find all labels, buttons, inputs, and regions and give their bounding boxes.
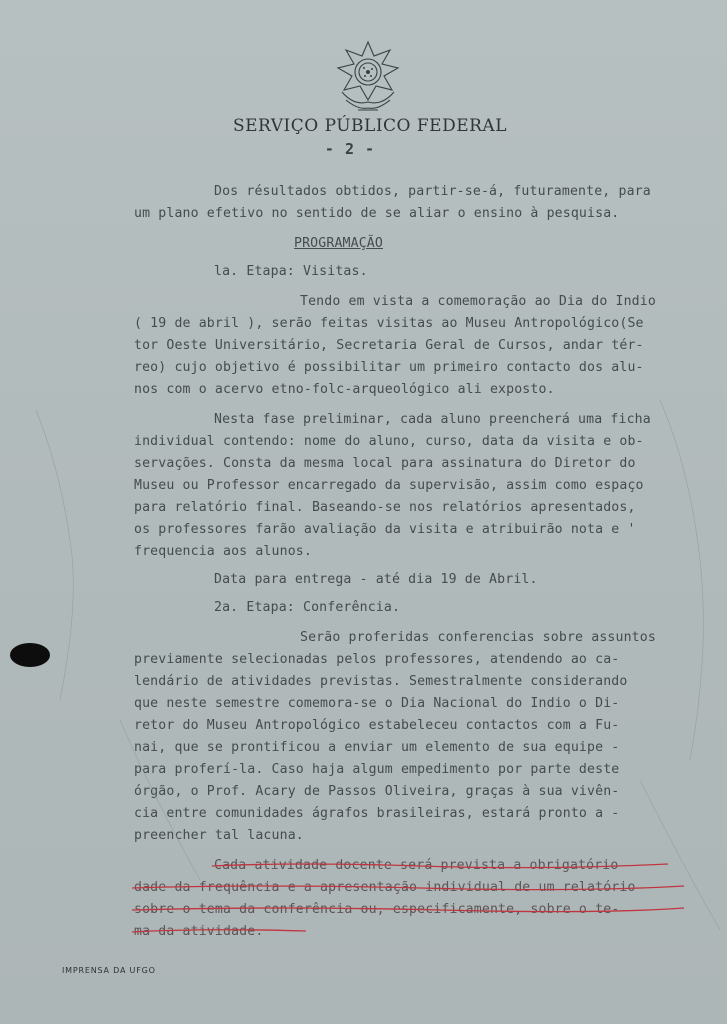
paragraph-line: Museu ou Professor encarregado da supervisão, assim como espaço xyxy=(134,478,644,493)
stage2-title: 2a. Etapa: Conferência. xyxy=(214,600,401,615)
intro-line: Dos résultados obtidos, partir-se-á, futuramente, para xyxy=(214,184,651,199)
brazil-coat-of-arms-icon xyxy=(334,40,402,118)
paragraph-line: tor Oeste Universitário, Secretaria Geral de Cursos, andar tér- xyxy=(134,338,644,353)
page-number: - 2 - xyxy=(324,140,376,158)
paragraph-line: lendário de atividades previstas. Semestralmente considerando xyxy=(134,674,628,689)
paragraph-line: os professores farão avaliação da visita e atribuirão nota e ' xyxy=(134,522,636,537)
paragraph-line: reo) cujo objetivo é possibilitar um primeiro contacto dos alu- xyxy=(134,360,644,375)
paragraph-line: Nesta fase preliminar, cada aluno preencherá uma ficha xyxy=(214,412,651,427)
paragraph-line: preencher tal lacuna. xyxy=(134,828,304,843)
paragraph-line: nos com o acervo etno-folc-arqueológico ali exposto. xyxy=(134,382,555,397)
paragraph-line: previamente selecionadas pelos professores, atendendo ao ca- xyxy=(134,652,620,667)
paragraph-line: que neste semestre comemora-se o Dia Nacional do Indio o Di- xyxy=(134,696,620,711)
paragraph-line: cia entre comunidades ágrafos brasileiras, estará pronto a - xyxy=(134,806,620,821)
struck-line: sobre o tema da conferência ou, especificamente, sobre o te- xyxy=(134,902,620,917)
paragraph-line: servações. Consta da mesma local para assinatura do Diretor do xyxy=(134,456,636,471)
paragraph-line: ( 19 de abril ), serão feitas visitas ao Museu Antropológico(Se xyxy=(134,316,644,331)
stage1-title: la. Etapa: Visitas. xyxy=(214,264,368,279)
printer-footer: IMPRENSA DA UFGO xyxy=(62,966,156,975)
intro-line: um plano efetivo no sentido de se aliar o ensino à pesquisa. xyxy=(134,206,620,221)
paragraph-line: nai, que se prontificou a enviar um elemento de sua equipe - xyxy=(134,740,620,755)
paragraph-line: frequencia aos alunos. xyxy=(134,544,312,559)
section-heading: PROGRAMAÇÃO xyxy=(294,236,383,251)
paragraph-line: individual contendo: nome do aluno, curso, data da visita e ob- xyxy=(134,434,644,449)
stage1-deadline: Data para entrega - até dia 19 de Abril. xyxy=(214,572,538,587)
struck-line: dade da frequência e a apresentação individual de um relatório xyxy=(134,880,636,895)
paragraph-line: Tendo em vista a comemoração ao Dia do Indio xyxy=(300,294,656,309)
struck-line: Cada atividade docente será prevista a obrigatório xyxy=(214,858,619,873)
paragraph-line: retor do Museu Antropológico estabeleceu contactos com a Fu- xyxy=(134,718,620,733)
paragraph-line: Serão proferidas conferencias sobre assuntos xyxy=(300,630,656,645)
header-title: SERVIÇO PÚBLICO FEDERAL xyxy=(232,116,507,136)
struck-line: ma da atividade. xyxy=(134,924,264,939)
paragraph-line: órgão, o Prof. Acary de Passos Oliveira, graças à sua vivên- xyxy=(134,784,620,799)
paragraph-line: para relatório final. Baseando-se nos relatórios apresentados, xyxy=(134,500,636,515)
paragraph-line: para proferí-la. Caso haja algum empedimento por parte deste xyxy=(134,762,620,777)
ink-blot xyxy=(10,643,50,667)
